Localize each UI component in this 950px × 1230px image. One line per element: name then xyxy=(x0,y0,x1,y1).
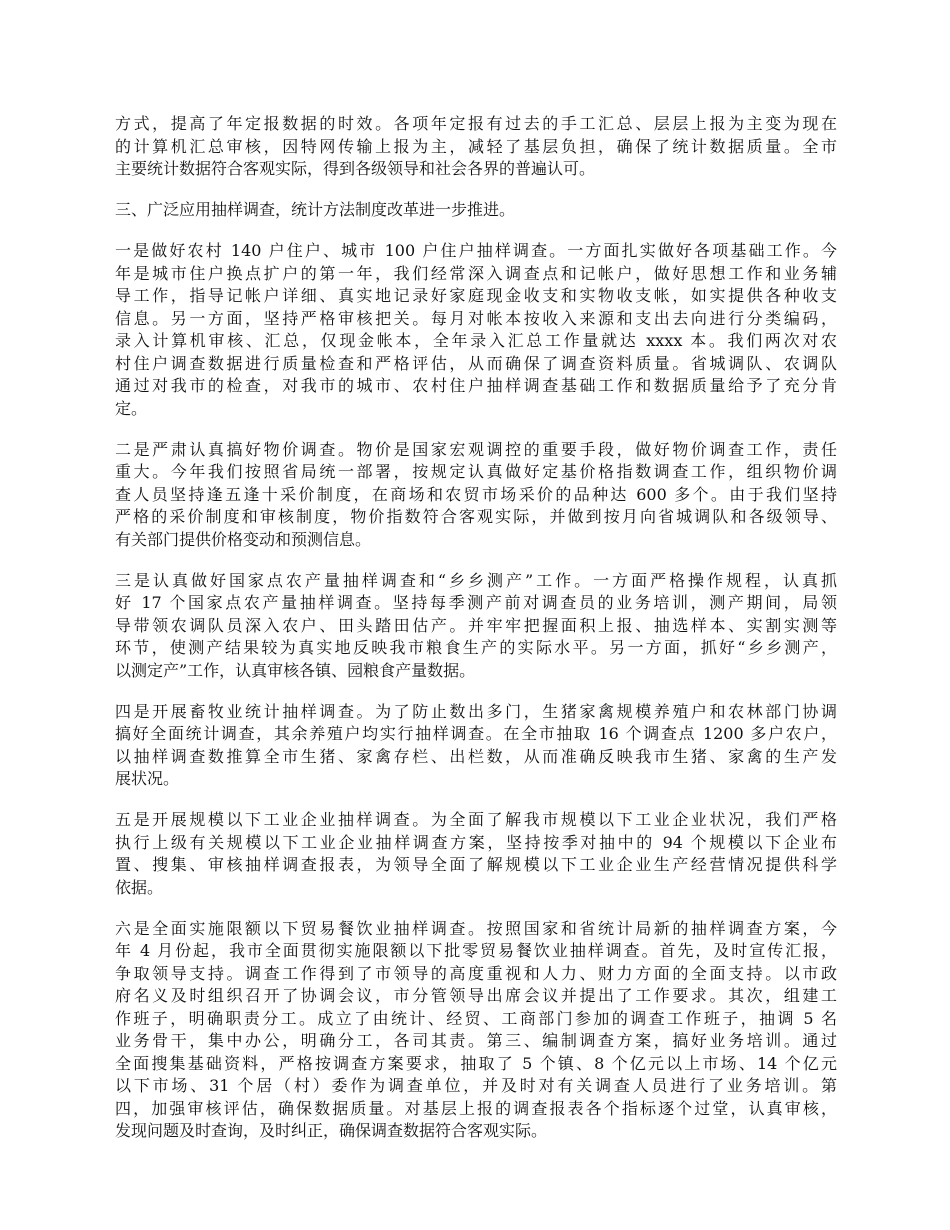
text-line: 六是全面实施限额以下贸易餐饮业抽样调查。按照国家和省统计局新的抽样调查方案，今 xyxy=(115,918,837,938)
text-line: 五是开展规模以下工业企业抽样调查。为全面了解我市规模以下工业企业状况，我们严格 xyxy=(115,810,837,829)
text-line: 以下市场、31 个居（村）委作为调查单位，并及时对有关调查人员进行了业务培训。第 xyxy=(115,1076,837,1095)
text-line: 一是做好农村 140 户住户、城市 100 户住户抽样调查。一方面扎实做好各项基础工作。今 xyxy=(115,241,837,260)
text-line: 信息。另一方面，坚持严格审核把关。每月对帐本按收入来源和支出去向进行分类编码， xyxy=(115,308,837,328)
paragraph xyxy=(115,809,837,899)
text-line: 依据。 xyxy=(115,877,164,897)
text-line: 导带领农调队员深入农户、田头踏田估产。并牢牢把握面积上报、抽选样本、实割实测等 xyxy=(115,615,837,635)
text-line: 年是城市住户换点扩户的第一年，我们经常深入调查点和记帐户，做好思想工作和业务辅 xyxy=(115,263,837,283)
text-line: 四，加强审核评估，确保数据质量。对基层上报的调查报表各个指标逐个过堂，认真审核， xyxy=(115,1098,837,1118)
text-line: 置、搜集、审核抽样调查报表，为领导全面了解规模以下工业企业生产经营情况提供科学 xyxy=(115,855,837,874)
text-line: 二是严肃认真搞好物价调查。物价是国家宏观调控的重要手段，做好物价调查工作，责任 xyxy=(115,439,837,459)
text-line: 的计算机汇总审核，因特网传输上报为主，减轻了基层负担，确保了统计数据质量。全市 xyxy=(115,136,837,156)
text-line: 以测定产”工作，认真审核各镇、园粮食产量数据。 xyxy=(115,660,476,680)
text-line: 年 4 月份起，我市全面贯彻实施限额以下批零贸易餐饮业抽样调查。首先，及时宣传汇报， xyxy=(115,941,837,960)
text-line: 环节，使测产结果较为真实地反映我市粮食生产的实际水平。另一方面，抓好“乡乡测产， xyxy=(115,638,837,657)
text-line: 作班子，明确职责分工。成立了由统计、经贸、工商部门参加的调查工作班子，抽调 5 名 xyxy=(115,1008,837,1028)
text-line: 争取领导支持。调查工作得到了市领导的高度重视和人力、财力方面的全面支持。以市政 xyxy=(115,963,837,983)
paragraph xyxy=(115,570,837,683)
text-line: 执行上级有关规模以下工业企业抽样调查方案，坚持按季对抽中的 94 个规模以下企业布 xyxy=(115,832,837,852)
text-line: 三、广泛应用抽样调查，统计方法制度改革进一步推进。 xyxy=(115,200,516,219)
text-line: 发现问题及时查询，及时纠正，确保调查数据符合客观实际。 xyxy=(115,1121,548,1140)
paragraph xyxy=(115,701,837,791)
text-line: 查人员坚持逢五逢十采价制度，在商场和农贸市场采价的品种达 600 多个。由于我们坚持 xyxy=(115,484,837,504)
paragraph xyxy=(115,240,837,420)
text-line: 导工作，指导记帐户详细、真实地记录好家庭现金收支和实物收支帐，如实提供各种收支 xyxy=(115,286,837,305)
text-line: 搞好全面统计调查，其余养殖户均实行抽样调查。在全市抽取 16 个调查点 1200 多户农户， xyxy=(115,724,837,743)
text-line: 三是认真做好国家点农产量抽样调查和“乡乡测产”工作。一方面严格操作规程，认真抓 xyxy=(115,570,837,590)
text-line: 重大。今年我们按照省局统一部署，按规定认真做好定基价格指数调查工作，组织物价调 xyxy=(115,462,837,481)
paragraph xyxy=(115,199,837,222)
text-line: 定。 xyxy=(115,398,148,418)
text-line: 业务骨干，集中办公，明确分工，各司其责。第三、编制调查方案，搞好业务培训。通过 xyxy=(115,1031,837,1050)
text-line: 主要统计数据符合客观实际，得到各级领导和社会各界的普遍认可。 xyxy=(115,159,596,178)
paragraph xyxy=(115,439,837,552)
paragraph xyxy=(115,113,837,181)
text-line: 严格的采价制度和审核制度，物价指数符合客观实际，并做到按月向省城调队和各级领导、 xyxy=(115,507,837,526)
text-line: 好 17 个国家点农产量抽样调查。坚持每季测产前对调查员的业务培训，测产期间，局领 xyxy=(115,593,837,612)
text-line: 通过对我市的检查，对我市的城市、农村住户抽样调查基础工作和数据质量给予了充分肯 xyxy=(115,376,837,395)
text-line: 录入计算机审核、汇总，仅现金帐本，全年录入汇总工作量就达 xxxx 本。我们两次对农 xyxy=(115,331,837,350)
text-line: 有关部门提供价格变动和预测信息。 xyxy=(115,529,372,549)
text-line: 以抽样调查数推算全市生猪、家禽存栏、出栏数，从而准确反映我市生猪、家禽的生产发 xyxy=(115,746,837,766)
text-line: 方式，提高了年定报数据的时效。各项年定报有过去的手工汇总、层层上报为主变为现在 xyxy=(115,114,837,133)
text-line: 全面搜集基础资料，严格按调查方案要求，抽取了 5 个镇、8 个亿元以上市场、14 个亿元 xyxy=(115,1053,837,1073)
text-line: 府名义及时组织召开了协调会议，市分管领导出席会议并提出了工作要求。其次，组建工 xyxy=(115,986,837,1005)
paragraph xyxy=(115,918,837,1143)
text-line: 村住户调查数据进行质量检查和严格评估，从而确保了调查资料质量。省城调队、农调队 xyxy=(115,353,837,373)
text-line: 展状况。 xyxy=(115,769,180,788)
document-body xyxy=(115,113,837,1161)
text-line: 四是开展畜牧业统计抽样调查。为了防止数出多门，生猪家禽规模养殖户和农林部门协调 xyxy=(115,701,837,721)
